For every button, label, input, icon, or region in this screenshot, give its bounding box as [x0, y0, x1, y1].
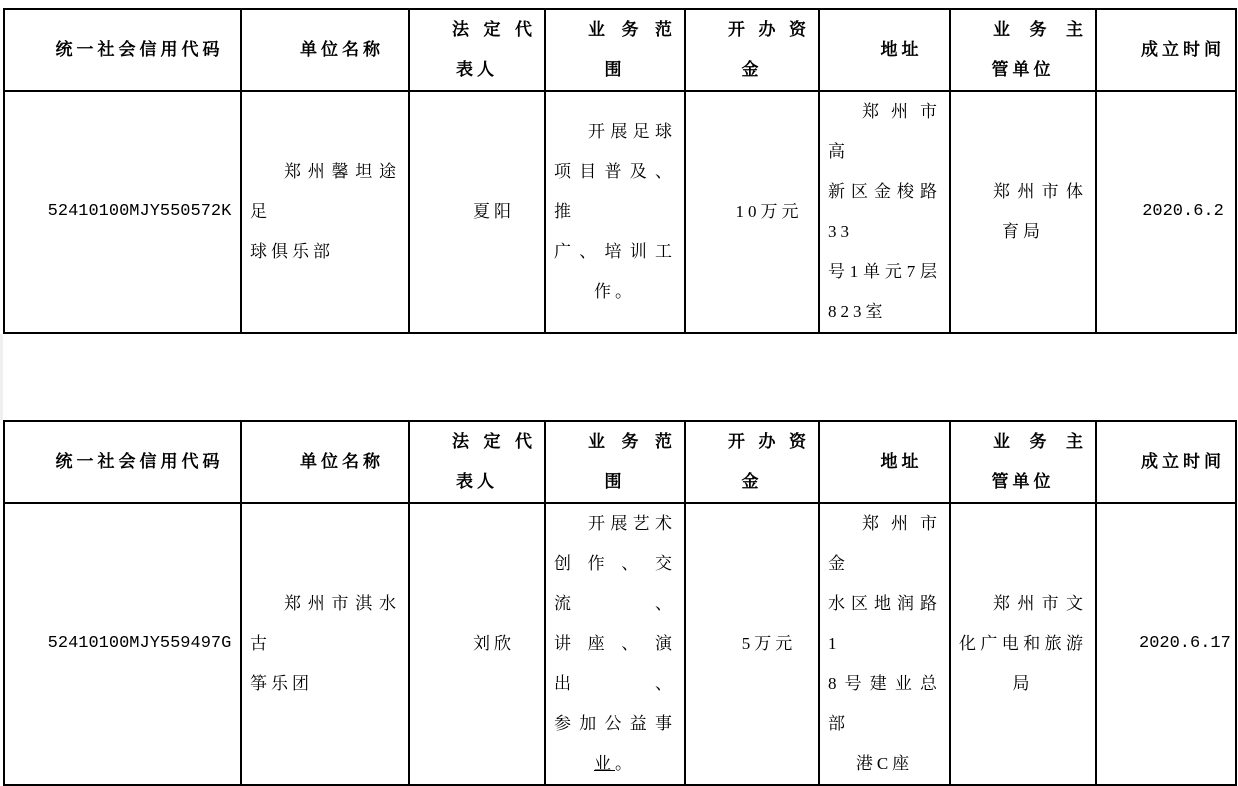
header-established-date [1096, 421, 1236, 503]
business-scope-line: 作。 [594, 282, 636, 301]
header-label: 成立时间 [1141, 40, 1225, 59]
business-scope-line: 广、培训工 [554, 242, 676, 261]
established-date-value: 2020.6.2 [1142, 202, 1224, 221]
business-scope-line: 创作、交流、 [554, 554, 676, 613]
cell-unit-name [241, 91, 409, 333]
header-label: 统一社会信用代码 [55, 40, 224, 59]
header-label-line: 围 [604, 60, 626, 79]
header-label: 单位名称 [300, 40, 384, 59]
address-line: 郑州市高 [828, 102, 941, 161]
header-supervisory-unit [950, 421, 1096, 503]
page-edge-strip [0, 334, 3, 420]
startup-capital-value: 10万元 [735, 202, 803, 221]
unit-name-line: 郑州馨坦途足 [250, 162, 400, 221]
cell-supervisory-unit [950, 503, 1096, 785]
cell-business-scope [545, 91, 685, 333]
cell-established-date [1096, 503, 1236, 785]
header-address [819, 421, 950, 503]
header-label-line: 业务范 [588, 20, 676, 39]
header-label-line: 围 [604, 472, 626, 491]
table-row [4, 503, 1236, 785]
header-supervisory-unit [950, 9, 1096, 91]
header-legal-representative [409, 9, 545, 91]
header-label-line: 表人 [456, 60, 498, 79]
header-label-line: 业务主 [993, 20, 1087, 39]
cell-credit-code [4, 91, 241, 333]
unit-name-line: 郑州市淇水古 [250, 594, 400, 653]
cell-startup-capital [685, 503, 819, 785]
header-label: 统一社会信用代码 [55, 452, 224, 471]
cell-unit-name [241, 503, 409, 785]
header-label-line: 开办资 [728, 432, 810, 451]
credit-code-value: 52410100MJY559497G [47, 634, 232, 653]
cell-address [819, 503, 950, 785]
header-address [819, 9, 950, 91]
cell-legal-representative [409, 91, 545, 333]
business-scope-line: 参加公益事 [554, 714, 676, 733]
cell-supervisory-unit [950, 91, 1096, 333]
business-scope-underlined-char: 业 [594, 754, 615, 773]
address-line: 8号建业总部 [828, 674, 941, 733]
header-label-line: 法定代 [452, 432, 536, 451]
supervisory-unit-line: 局 [1012, 674, 1034, 693]
supervisory-unit-line: 郑州市体 [993, 182, 1087, 201]
table-row [4, 91, 1236, 333]
cell-business-scope [545, 503, 685, 785]
document-page [0, 8, 1238, 773]
legal-representative-value: 夏阳 [473, 202, 515, 221]
business-scope-tail: 。 [615, 754, 636, 773]
header-label: 单位名称 [300, 452, 384, 471]
header-label-line: 开办资 [728, 20, 810, 39]
address-line: 823室 [828, 302, 887, 321]
header-business-scope [545, 421, 685, 503]
header-label: 成立时间 [1141, 452, 1225, 471]
address-line: 号1单元7层 [828, 262, 941, 281]
unit-name-line: 球俱乐部 [250, 242, 334, 261]
header-startup-capital [685, 421, 819, 503]
header-business-scope [545, 9, 685, 91]
supervisory-unit-line: 育局 [1002, 222, 1044, 241]
header-label-line: 金 [741, 472, 763, 491]
header-label: 地址 [880, 40, 923, 59]
address-line: 郑州市金 [828, 514, 941, 573]
header-credit-code [4, 9, 241, 91]
cell-address [819, 91, 950, 333]
header-label-line: 表人 [456, 472, 498, 491]
header-unit-name [241, 9, 409, 91]
header-label-line: 管单位 [991, 60, 1055, 79]
table-gap [0, 334, 1238, 420]
business-scope-line: 开展足球 [588, 122, 676, 141]
business-scope-line: 讲座、演出、 [554, 634, 676, 693]
business-scope-line [554, 744, 676, 784]
established-date-value: 2020.6.17 [1139, 634, 1231, 653]
header-row [4, 421, 1236, 503]
cell-established-date [1096, 91, 1236, 333]
registration-table-1 [3, 8, 1237, 334]
unit-name-line: 筝乐团 [250, 674, 313, 693]
header-label-line: 业务主 [993, 432, 1087, 451]
business-scope-line: 项目普及、推 [554, 162, 676, 221]
header-startup-capital [685, 9, 819, 91]
credit-code-value: 52410100MJY550572K [47, 202, 232, 221]
header-label-line: 业务范 [588, 432, 676, 451]
header-unit-name [241, 421, 409, 503]
header-established-date [1096, 9, 1236, 91]
business-scope-line: 开展艺术 [588, 514, 676, 533]
legal-representative-value: 刘欣 [473, 634, 515, 653]
address-line: 港C座 [855, 754, 914, 773]
cell-credit-code [4, 503, 241, 785]
startup-capital-value: 5万元 [741, 634, 797, 653]
address-line: 水区地润路1 [828, 594, 941, 653]
header-label-line: 管单位 [991, 472, 1055, 491]
header-label-line: 法定代 [452, 20, 536, 39]
header-credit-code [4, 421, 241, 503]
cell-legal-representative [409, 503, 545, 785]
header-label: 地址 [880, 452, 923, 471]
header-legal-representative [409, 421, 545, 503]
address-line: 新区金梭路33 [828, 182, 941, 241]
header-row [4, 9, 1236, 91]
cell-startup-capital [685, 91, 819, 333]
header-label-line: 金 [741, 60, 763, 79]
supervisory-unit-line: 化广电和旅游 [959, 634, 1087, 653]
supervisory-unit-line: 郑州市文 [993, 594, 1087, 613]
registration-table-2 [3, 420, 1237, 786]
